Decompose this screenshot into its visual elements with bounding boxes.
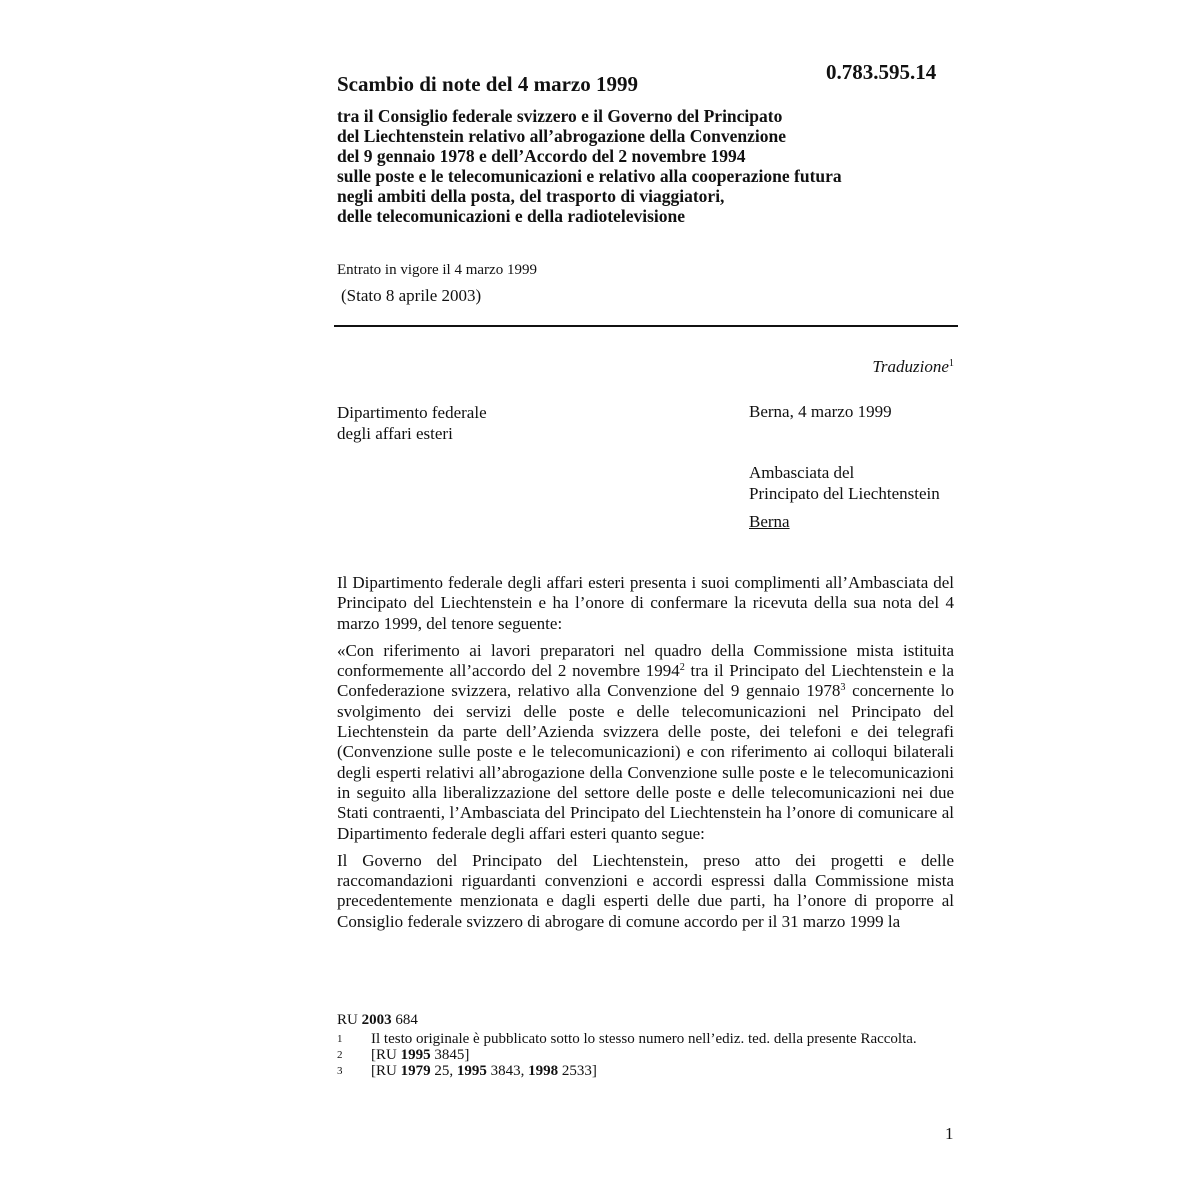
footnote-year: 1979: [400, 1063, 431, 1079]
footnote-year: 1998: [528, 1063, 559, 1079]
recipient-block: [749, 462, 940, 532]
footnote-segment: [RU: [371, 1047, 401, 1063]
sender-block: [337, 402, 487, 444]
subtitle-line: del 9 gennaio 1978 e dell’Accordo del 2 novembre 1994: [337, 146, 746, 166]
footnote-mark[interactable]: 2: [679, 662, 685, 674]
ru-prefix: RU: [337, 1012, 362, 1028]
body-text-segment: «Con riferimento ai lavori preparatori nel quadro della Commissione mista istituita conformemente all’accordo del 2 novembre 1994: [337, 640, 954, 681]
in-force-date: Entrato in vigore il 4 marzo 1999: [337, 262, 537, 278]
ru-reference: [337, 1012, 418, 1029]
ru-year: 2003: [361, 1012, 392, 1028]
recipient-line: Ambasciata del: [749, 463, 855, 482]
recipient-line: Principato del Liechtenstein: [749, 484, 940, 503]
subtitle-line: negli ambiti della posta, del trasporto di viaggiatori,: [337, 186, 725, 206]
footnote-segment: [RU: [371, 1063, 401, 1079]
page-number: 1: [945, 1124, 954, 1143]
footnote-segment: 3845]: [430, 1047, 470, 1063]
footnote-number: 2: [337, 1049, 343, 1061]
footnote-number: 1: [337, 1033, 343, 1045]
document-subtitle: [337, 106, 842, 226]
ru-page: 684: [391, 1012, 418, 1028]
footnotes: [337, 1031, 937, 1079]
letter-body: [337, 573, 954, 939]
subtitle-line: delle telecomunicazioni e della radiotelevisione: [337, 206, 685, 226]
footnote: [337, 1063, 937, 1079]
body-paragraph: Il Dipartimento federale degli affari esteri presenta i suoi complimenti all’Ambasciata del Principato del Liechtenstein e ha l’onore di confermare la ricevuta della sua nota del 4 marzo 1999, del tenore seguente:: [337, 573, 954, 633]
translation-text: Traduzione: [872, 357, 949, 376]
footnote-segment: 3843,: [486, 1063, 529, 1079]
translation-label: [872, 357, 954, 377]
footnote: [337, 1047, 937, 1063]
footnote-segment: 25,: [430, 1063, 457, 1079]
body-paragraph: Il Governo del Principato del Liechtenstein, preso atto dei progetti e delle raccomandazioni riguardanti convenzioni e accordi espressi dalla Commissione mista precedentemente menzionata e dagli esperti delle due parti, ha l’onore di proporre al Consiglio federale svizzero di abrogare di comune accordo per il 31 marzo 1999 la: [337, 850, 954, 931]
document-title: Scambio di note del 4 marzo 1999: [337, 72, 638, 96]
body-text-segment: concernente lo svolgimento dei servizi delle poste e delle telecomunicazioni nel Principato del Liechtenstein da parte dell’Azienda svizzera delle poste, dei telefoni e dei telegrafi (Convenzione sulle poste e le telecomunicazioni) e con riferimento ai colloqui bilaterali degli esperti relativi all’abrogazione della Convenzione sulle poste e le telecomunicazioni in seguito alla liberalizzazione del settore delle poste e delle telecomunicazioni nei due Stati contraenti, l’Ambasciata del Principato del Liechtenstein ha l’onore di comunicare al Dipartimento federale degli affari esteri quanto segue:: [337, 681, 954, 843]
subtitle-line: del Liechtenstein relativo all’abrogazione della Convenzione: [337, 126, 786, 146]
place-date: Berna, 4 marzo 1999: [749, 402, 892, 421]
footnote-year: 1995: [400, 1047, 431, 1063]
subtitle-line: sulle poste e le telecomunicazioni e relativo alla cooperazione futura: [337, 166, 842, 186]
footnote-year: 1995: [456, 1063, 487, 1079]
header-divider: [334, 325, 958, 327]
body-text-segment: tra il Principato del Liechtenstein e la Confederazione svizzera, relativo alla Convenzione del 9 gennaio 1978: [337, 661, 954, 701]
footnote-number: 3: [337, 1065, 343, 1077]
sr-number: 0.783.595.14: [826, 60, 937, 84]
footnote: [337, 1031, 937, 1047]
footnote-text: Il testo originale è pubblicato sotto lo stesso numero nell’ediz. ted. della presente Raccolta.: [371, 1031, 917, 1047]
recipient-city: Berna: [749, 512, 790, 531]
footnote-mark[interactable]: 1: [948, 358, 954, 369]
footnote-mark[interactable]: 3: [840, 682, 846, 694]
sender-line: degli affari esteri: [337, 424, 453, 443]
body-paragraph: [337, 641, 954, 844]
sender-line: Dipartimento federale: [337, 403, 487, 422]
status-date: (Stato 8 aprile 2003): [341, 286, 482, 305]
footnote-text: [371, 1047, 937, 1063]
footnote-text: [371, 1063, 937, 1079]
subtitle-line: tra il Consiglio federale svizzero e il Governo del Principato: [337, 106, 783, 126]
footnote-segment: 2533]: [558, 1063, 597, 1079]
